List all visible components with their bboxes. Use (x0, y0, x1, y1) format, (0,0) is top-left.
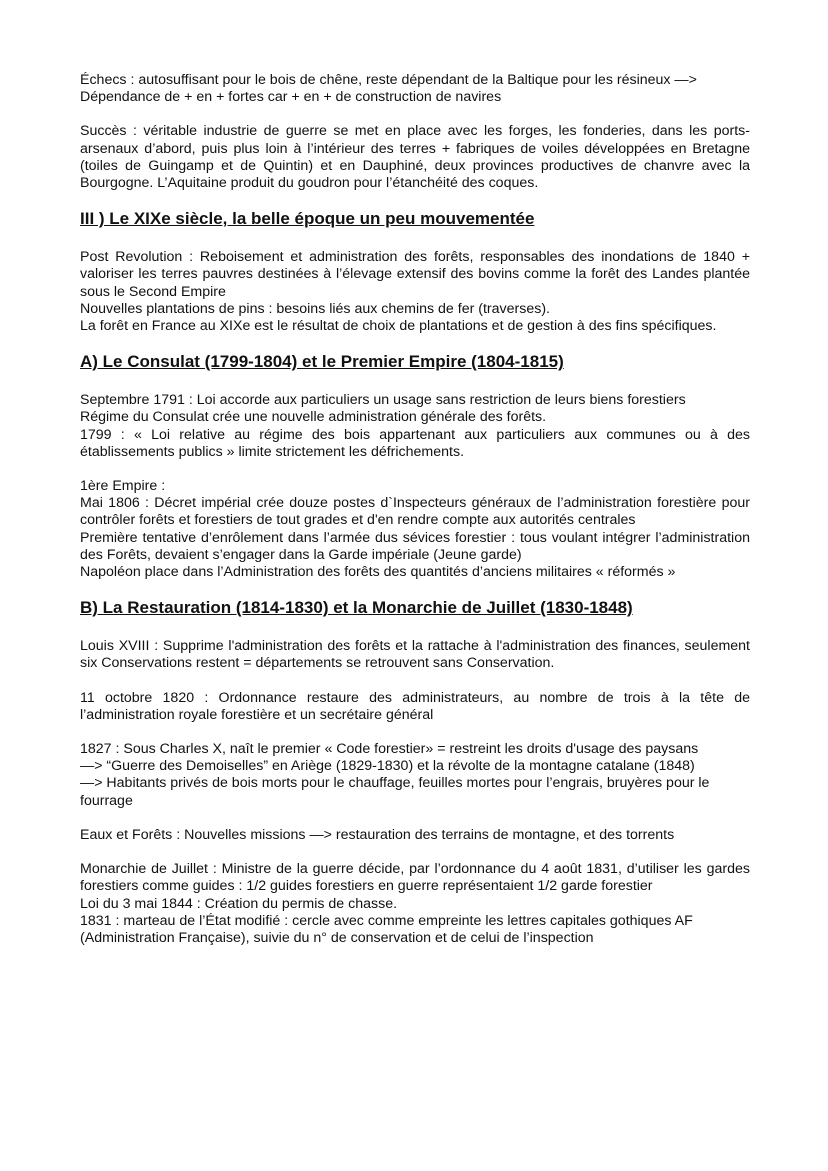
line-monarchie-juillet: Monarchie de Juillet : Ministre de la guerre décide, par l’ordonnance du 4 août 1831, d’utiliser les gardes forestiers comme guides : 1/2 guides forestiers en guerre représentaient 1/2 garde forestier (80, 861, 750, 895)
line-napoleon: Napoléon place dans l’Administration des forêts des quantités d’anciens militaires « réformés » (80, 564, 676, 581)
line-1827: 1827 : Sous Charles X, naît le premier « Code forestier» = restreint les droits d'usage des paysans (80, 741, 699, 758)
paragraph-plantations-pins: Nouvelles plantations de pins : besoins liés aux chemins de fer (traverses). (80, 300, 550, 317)
section-empire-body (80, 478, 750, 581)
section-heading-xixe: III ) Le XIXe siècle, la belle époque un peu mouvementée (80, 209, 535, 229)
line-premier-empire: 1ère Empire : (80, 478, 166, 495)
line-permis-chasse: Loi du 3 mai 1844 : Création du permis de chasse. (80, 895, 398, 912)
document-page (80, 72, 750, 947)
section-heading-consulat: A) Le Consulat (1799-1804) et le Premier Empire (1804-1815) (80, 352, 564, 372)
section-monarchie-juillet-body (80, 861, 750, 947)
line-mai-1806: Mai 1806 : Décret impérial crée douze postes d`Inspecteurs généraux de l’administration forestière pour contrôler forêts et forestiers de tout grades et d'en rendre compte aux autorités centrales (80, 495, 750, 529)
paragraph-eaux-forets: Eaux et Forêts : Nouvelles missions —> restauration des terrains de montagne, et des torrents (80, 826, 675, 843)
line-1799: 1799 : « Loi relative au régime des bois appartenant aux particuliers aux communes ou à des établissements publics » limite strictement les défrichements. (80, 426, 750, 460)
paragraph-succes: Succès : véritable industrie de guerre se met en place avec les forges, les fonderies, dans les ports-arsenaux d’abord, puis plus loin à l’intérieur des terres + fabriques de voiles développées en Bretagne (toiles de Guingamp et de Quintin) et en Dauphiné, deux provinces productives de chanvre avec la Bourgogne. L’Aquitaine produit du goudron pour l’étanchéité des coques. (80, 123, 750, 192)
section-1827-body (80, 741, 750, 810)
section-consulat-body (80, 392, 750, 461)
paragraph-louis-xviii: Louis XVIII : Supprime l'administration des forêts et la rattache à l'administration des finances, seulement six Conservations restent = départements se retrouvent sans Conservation. (80, 638, 750, 672)
section-heading-restauration: B) La Restauration (1814-1830) et la Monarchie de Juillet (1830-1848) (80, 598, 633, 618)
line-habitants-prives: —> Habitants privés de bois morts pour le chauffage, feuilles mortes pour l’engrais, bruyères pour le fourrage (80, 775, 710, 809)
paragraph-post-revolution: Post Revolution : Reboisement et administration des forêts, responsables des inondations de 1840 + valoriser les terres pauvres destinées à l’élevage extensif des bovins comme la forêt des Landes plantée sous le Second Empire (80, 249, 750, 300)
line-marteau-etat: 1831 : marteau de l’État modifié : cercle avec comme empreinte les lettres capitales gothiques AF (Administration Française), suivie du n° de conservation et de celui de l’inspection (80, 912, 693, 946)
line-regime-consulat: Régime du Consulat crée une nouvelle administration générale des forêts. (80, 409, 547, 426)
paragraph-echecs: Échecs : autosuffisant pour le bois de chêne, reste dépendant de la Baltique pour les résineux —> Dépendance de + en + fortes car + en + de construction de navires (80, 72, 697, 106)
paragraph-foret-xixe: La forêt en France au XIXe est le résultat de choix de plantations et de gestion à des fins spécifiques. (80, 318, 717, 335)
section-xixe-body (80, 249, 750, 335)
line-guerre-demoiselles: —> “Guerre des Demoiselles” en Ariège (1829-1830) et la révolte de la montagne catalane (1848) (80, 758, 695, 775)
line-septembre-1791: Septembre 1791 : Loi accorde aux particuliers un usage sans restriction de leurs biens forestiers (80, 392, 686, 409)
paragraph-1820: 11 octobre 1820 : Ordonnance restaure des administrateurs, au nombre de trois à la tête de l’administration royale forestière et un secrétaire général (80, 689, 750, 723)
line-enrolement: Première tentative d’enrôlement dans l’armée dus sévices forestier : tous voulant intégrer l’administration des Forêts, devaient s’engager dans la Garde impériale (Jeune garde) (80, 529, 750, 563)
